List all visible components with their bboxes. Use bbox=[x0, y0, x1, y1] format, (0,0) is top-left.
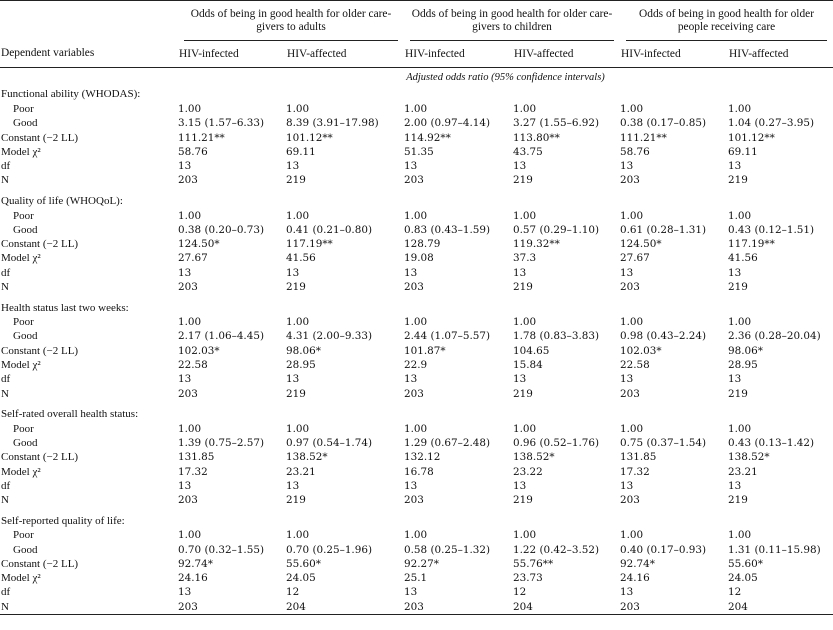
value-cell: 128.79 bbox=[404, 238, 441, 251]
row-label: Good bbox=[13, 117, 38, 130]
section-title-row bbox=[0, 194, 833, 209]
value-cell: 22.9 bbox=[404, 358, 428, 371]
value-cell: 98.06* bbox=[728, 344, 763, 357]
value-cell: 1.00 bbox=[286, 209, 310, 222]
value-cell: 203 bbox=[620, 174, 640, 187]
row-label: Good bbox=[13, 436, 38, 449]
value-cell: 1.00 bbox=[286, 422, 310, 435]
value-cell: 1.00 bbox=[728, 209, 752, 222]
row-label: df bbox=[1, 266, 11, 279]
value-cell: 55.60* bbox=[728, 557, 763, 570]
value-cell: 132.12 bbox=[404, 451, 441, 464]
row-label: Poor bbox=[13, 102, 34, 115]
value-cell: 24.16 bbox=[178, 572, 208, 585]
value-cell: 55.76** bbox=[513, 557, 554, 570]
value-cell: 25.1 bbox=[404, 572, 428, 585]
value-cell: 101.12** bbox=[286, 131, 333, 144]
value-cell: 12 bbox=[513, 586, 527, 599]
value-cell: 13 bbox=[620, 160, 634, 173]
row-label: Constant (−2 LL) bbox=[1, 238, 79, 251]
value-cell: 203 bbox=[620, 600, 728, 615]
value-cell: 138.52* bbox=[513, 451, 555, 464]
group-header-children bbox=[404, 1, 620, 42]
value-cell: 22.58 bbox=[178, 358, 208, 371]
value-cell: 204 bbox=[513, 600, 620, 615]
group-header-row bbox=[0, 1, 833, 42]
value-cell: 1.00 bbox=[513, 102, 537, 115]
value-cell: 13 bbox=[286, 479, 300, 492]
value-cell: 0.83 (0.43–1.59) bbox=[404, 223, 491, 236]
value-cell: 1.00 bbox=[178, 316, 202, 329]
value-cell: 0.57 (0.29–1.10) bbox=[513, 223, 600, 236]
value-cell: 13 bbox=[404, 160, 418, 173]
value-cell: 58.76 bbox=[178, 145, 208, 158]
value-cell: 219 bbox=[513, 494, 533, 507]
value-cell: 13 bbox=[513, 479, 527, 492]
value-cell: 13 bbox=[513, 266, 527, 279]
value-cell: 0.96 (0.52–1.76) bbox=[513, 436, 600, 449]
value-cell: 92.74* bbox=[178, 557, 213, 570]
value-cell: 92.74* bbox=[620, 557, 655, 570]
row-label: df bbox=[1, 160, 11, 173]
table-row bbox=[0, 493, 833, 507]
value-cell: 0.43 (0.13–1.42) bbox=[728, 436, 815, 449]
value-cell: 203 bbox=[404, 281, 424, 293]
value-cell: 13 bbox=[728, 479, 742, 492]
value-cell: 1.00 bbox=[404, 422, 428, 435]
row-label: N bbox=[1, 281, 9, 293]
value-cell: 19.08 bbox=[404, 252, 434, 265]
group-header-receiving-care-text: Odds of being in good health for older people receiving care bbox=[626, 8, 827, 41]
value-cell: 114.92** bbox=[404, 131, 451, 144]
value-cell: 0.97 (0.54–1.74) bbox=[286, 436, 373, 449]
aor-caption-row bbox=[0, 68, 833, 88]
table-row bbox=[0, 266, 833, 280]
value-cell: 13 bbox=[286, 266, 300, 279]
table-row bbox=[0, 315, 833, 329]
value-cell: 1.31 (0.11–15.98) bbox=[728, 543, 821, 556]
value-cell: 0.58 (0.25–1.32) bbox=[404, 543, 491, 556]
value-cell: 203 bbox=[178, 281, 198, 293]
value-cell: 131.85 bbox=[620, 451, 657, 464]
row-label: Model χ² bbox=[1, 252, 41, 265]
value-cell: 1.39 (0.75–2.57) bbox=[178, 436, 265, 449]
value-cell: 13 bbox=[404, 586, 418, 599]
section-title: Self-reported quality of life: bbox=[1, 514, 125, 527]
sub-header-cell: HIV-infected bbox=[178, 41, 286, 68]
row-label: Constant (−2 LL) bbox=[1, 451, 79, 464]
value-cell: 219 bbox=[286, 387, 306, 400]
table-row bbox=[0, 145, 833, 159]
value-cell: 1.00 bbox=[728, 102, 752, 115]
section-title-row bbox=[0, 300, 833, 315]
table-row bbox=[0, 450, 833, 464]
value-cell: 4.31 (2.00–9.33) bbox=[286, 330, 373, 343]
section-title: Quality of life (WHOQoL): bbox=[1, 194, 123, 207]
value-cell: 0.43 (0.12–1.51) bbox=[728, 223, 815, 236]
value-cell: 22.58 bbox=[620, 358, 650, 371]
value-cell: 1.00 bbox=[178, 209, 202, 222]
value-cell: 23.21 bbox=[728, 465, 758, 478]
value-cell: 1.00 bbox=[178, 102, 202, 115]
sub-header-cell: HIV-infected bbox=[404, 41, 513, 68]
table-row bbox=[0, 464, 833, 478]
value-cell: 1.00 bbox=[404, 529, 428, 542]
value-cell: 203 bbox=[620, 387, 640, 400]
table-row bbox=[0, 251, 833, 265]
value-cell: 219 bbox=[513, 387, 533, 400]
value-cell: 1.00 bbox=[513, 209, 537, 222]
value-cell: 219 bbox=[728, 281, 748, 293]
value-cell: 1.00 bbox=[620, 316, 644, 329]
table-row bbox=[0, 116, 833, 130]
table-row bbox=[0, 585, 833, 599]
table-row bbox=[0, 528, 833, 542]
value-cell: 17.32 bbox=[620, 465, 650, 478]
table-row bbox=[0, 329, 833, 343]
value-cell: 0.38 (0.17–0.85) bbox=[620, 117, 707, 130]
value-cell: 28.95 bbox=[286, 358, 316, 371]
value-cell: 0.75 (0.37–1.54) bbox=[620, 436, 707, 449]
value-cell: 27.67 bbox=[620, 252, 650, 265]
group-header-adults-text: Odds of being in good health for older care-givers to adults bbox=[184, 8, 398, 41]
value-cell: 1.00 bbox=[728, 422, 752, 435]
table-row bbox=[0, 223, 833, 237]
row-label: N bbox=[1, 494, 9, 507]
section-title: Health status last two weeks: bbox=[1, 301, 129, 314]
value-cell: 219 bbox=[728, 387, 748, 400]
value-cell: 219 bbox=[513, 281, 533, 293]
row-label: df bbox=[1, 373, 11, 386]
value-cell: 13 bbox=[178, 586, 192, 599]
value-cell: 1.00 bbox=[286, 316, 310, 329]
value-cell: 1.04 (0.27–3.95) bbox=[728, 117, 815, 130]
value-cell: 1.29 (0.67–2.48) bbox=[404, 436, 491, 449]
value-cell: 98.06* bbox=[286, 344, 321, 357]
row-label: Constant (−2 LL) bbox=[1, 131, 79, 144]
value-cell: 219 bbox=[286, 174, 306, 187]
value-cell: 13 bbox=[178, 160, 192, 173]
value-cell: 1.00 bbox=[286, 529, 310, 542]
row-label: Constant (−2 LL) bbox=[1, 557, 79, 570]
value-cell: 119.32** bbox=[513, 238, 560, 251]
value-cell: 2.36 (0.28–20.04) bbox=[728, 330, 821, 343]
value-cell: 0.70 (0.25–1.96) bbox=[286, 543, 373, 556]
table-row bbox=[0, 344, 833, 358]
value-cell: 1.00 bbox=[513, 422, 537, 435]
value-cell: 131.85 bbox=[178, 451, 215, 464]
row-label: Good bbox=[13, 330, 38, 343]
value-cell: 101.12** bbox=[728, 131, 775, 144]
value-cell: 15.84 bbox=[513, 358, 543, 371]
value-cell: 43.75 bbox=[513, 145, 543, 158]
value-cell: 13 bbox=[404, 373, 418, 386]
row-label: Poor bbox=[13, 316, 34, 329]
table-row bbox=[0, 600, 833, 615]
table-row bbox=[0, 159, 833, 173]
value-cell: 219 bbox=[728, 494, 748, 507]
table-row bbox=[0, 237, 833, 251]
value-cell: 13 bbox=[404, 479, 418, 492]
section-title: Self-rated overall health status: bbox=[1, 408, 139, 421]
value-cell: 12 bbox=[728, 586, 742, 599]
value-cell: 1.00 bbox=[620, 102, 644, 115]
value-cell: 203 bbox=[178, 494, 198, 507]
value-cell: 111.21** bbox=[620, 131, 667, 144]
sub-header-cell: HIV-infected bbox=[620, 41, 728, 68]
value-cell: 41.56 bbox=[286, 252, 316, 265]
section-title-row bbox=[0, 513, 833, 528]
table-row bbox=[0, 542, 833, 556]
value-cell: 37.3 bbox=[513, 252, 537, 265]
value-cell: 13 bbox=[728, 160, 742, 173]
value-cell: 13 bbox=[178, 266, 192, 279]
dependent-variables-header: Dependent variables bbox=[0, 1, 178, 68]
value-cell: 117.19** bbox=[286, 238, 333, 251]
value-cell: 204 bbox=[286, 600, 404, 615]
value-cell: 203 bbox=[178, 600, 286, 615]
value-cell: 101.87* bbox=[404, 344, 446, 357]
value-cell: 1.00 bbox=[286, 102, 310, 115]
value-cell: 1.00 bbox=[178, 529, 202, 542]
table-row bbox=[0, 436, 833, 450]
row-label: df bbox=[1, 586, 11, 599]
value-cell: 1.78 (0.83–3.83) bbox=[513, 330, 600, 343]
value-cell: 1.00 bbox=[404, 209, 428, 222]
value-cell: 1.00 bbox=[620, 529, 644, 542]
value-cell: 0.70 (0.32–1.55) bbox=[178, 543, 265, 556]
value-cell: 203 bbox=[404, 174, 424, 187]
value-cell: 111.21** bbox=[178, 131, 225, 144]
value-cell: 219 bbox=[286, 494, 306, 507]
value-cell: 1.00 bbox=[404, 102, 428, 115]
table-row bbox=[0, 358, 833, 372]
value-cell: 13 bbox=[404, 266, 418, 279]
value-cell: 0.40 (0.17–0.93) bbox=[620, 543, 707, 556]
row-label: Poor bbox=[13, 422, 34, 435]
value-cell: 13 bbox=[286, 160, 300, 173]
value-cell: 69.11 bbox=[728, 145, 758, 158]
value-cell: 219 bbox=[286, 281, 306, 293]
value-cell: 13 bbox=[513, 160, 527, 173]
value-cell: 203 bbox=[178, 174, 198, 187]
row-label: Model χ² bbox=[1, 572, 41, 585]
value-cell: 27.67 bbox=[178, 252, 208, 265]
value-cell: 2.17 (1.06–4.45) bbox=[178, 330, 265, 343]
value-cell: 203 bbox=[404, 387, 424, 400]
group-header-adults bbox=[178, 1, 404, 42]
value-cell: 0.38 (0.20–0.73) bbox=[178, 223, 265, 236]
row-label: Model χ² bbox=[1, 145, 41, 158]
value-cell: 124.50* bbox=[178, 238, 220, 251]
value-cell: 23.73 bbox=[513, 572, 543, 585]
table-row bbox=[0, 372, 833, 386]
table-row bbox=[0, 208, 833, 222]
row-label: N bbox=[1, 387, 9, 400]
table-row bbox=[0, 102, 833, 116]
section-title-row bbox=[0, 87, 833, 102]
value-cell: 1.00 bbox=[513, 316, 537, 329]
table-row bbox=[0, 571, 833, 585]
row-label: N bbox=[0, 600, 178, 615]
value-cell: 13 bbox=[728, 266, 742, 279]
value-cell: 102.03* bbox=[178, 344, 220, 357]
value-cell: 58.76 bbox=[620, 145, 650, 158]
value-cell: 204 bbox=[728, 600, 833, 615]
value-cell: 13 bbox=[728, 373, 742, 386]
value-cell: 2.44 (1.07–5.57) bbox=[404, 330, 491, 343]
row-label: Good bbox=[13, 223, 38, 236]
row-label: Poor bbox=[13, 209, 34, 222]
value-cell: 1.22 (0.42–3.52) bbox=[513, 543, 600, 556]
value-cell: 0.61 (0.28–1.31) bbox=[620, 223, 707, 236]
value-cell: 0.98 (0.43–2.24) bbox=[620, 330, 707, 343]
value-cell: 13 bbox=[620, 586, 634, 599]
value-cell: 28.95 bbox=[728, 358, 758, 371]
value-cell: 41.56 bbox=[728, 252, 758, 265]
value-cell: 51.35 bbox=[404, 145, 434, 158]
section-title-row bbox=[0, 407, 833, 422]
value-cell: 17.32 bbox=[178, 465, 208, 478]
value-cell: 1.00 bbox=[728, 316, 752, 329]
value-cell: 13 bbox=[620, 479, 634, 492]
table-row bbox=[0, 280, 833, 294]
value-cell: 203 bbox=[620, 494, 640, 507]
value-cell: 203 bbox=[404, 600, 513, 615]
aor-caption: Adjusted odds ratio (95% confidence intervals) bbox=[406, 72, 605, 83]
row-label: Model χ² bbox=[1, 465, 41, 478]
row-label: Model χ² bbox=[1, 358, 41, 371]
value-cell: 23.21 bbox=[286, 465, 316, 478]
value-cell: 13 bbox=[178, 479, 192, 492]
value-cell: 0.41 (0.21–0.80) bbox=[286, 223, 373, 236]
value-cell: 203 bbox=[620, 281, 640, 293]
sub-header-cell: HIV-affected bbox=[728, 41, 833, 68]
value-cell: 1.00 bbox=[620, 422, 644, 435]
row-label: Constant (−2 LL) bbox=[1, 344, 79, 357]
value-cell: 24.05 bbox=[286, 572, 316, 585]
value-cell: 113.80** bbox=[513, 131, 560, 144]
value-cell: 219 bbox=[513, 174, 533, 187]
row-label: Poor bbox=[13, 529, 34, 542]
value-cell: 1.00 bbox=[620, 209, 644, 222]
value-cell: 24.05 bbox=[728, 572, 758, 585]
value-cell: 138.52* bbox=[728, 451, 770, 464]
aor-caption-spacer bbox=[0, 68, 178, 88]
sub-header-cell: HIV-affected bbox=[513, 41, 620, 68]
value-cell: 138.52* bbox=[286, 451, 328, 464]
value-cell: 13 bbox=[178, 373, 192, 386]
table-row bbox=[0, 386, 833, 400]
table-row bbox=[0, 130, 833, 144]
value-cell: 117.19** bbox=[728, 238, 775, 251]
value-cell: 13 bbox=[620, 266, 634, 279]
table-row bbox=[0, 557, 833, 571]
table-row bbox=[0, 479, 833, 493]
value-cell: 1.00 bbox=[728, 529, 752, 542]
value-cell: 8.39 (3.91–17.98) bbox=[286, 117, 379, 130]
sub-header-cell: HIV-affected bbox=[286, 41, 404, 68]
value-cell: 3.15 (1.57–6.33) bbox=[178, 117, 265, 130]
value-cell: 102.03* bbox=[620, 344, 662, 357]
value-cell: 16.78 bbox=[404, 465, 434, 478]
group-header-receiving-care bbox=[620, 1, 833, 42]
value-cell: 1.00 bbox=[404, 316, 428, 329]
value-cell: 12 bbox=[286, 586, 300, 599]
value-cell: 203 bbox=[178, 387, 198, 400]
value-cell: 1.00 bbox=[513, 529, 537, 542]
value-cell: 69.11 bbox=[286, 145, 316, 158]
row-label: df bbox=[1, 479, 11, 492]
value-cell: 3.27 (1.55–6.92) bbox=[513, 117, 600, 130]
value-cell: 124.50* bbox=[620, 238, 662, 251]
table-row bbox=[0, 422, 833, 436]
value-cell: 104.65 bbox=[513, 344, 550, 357]
value-cell: 92.27* bbox=[404, 557, 439, 570]
value-cell: 55.60* bbox=[286, 557, 321, 570]
value-cell: 2.00 (0.97–4.14) bbox=[404, 117, 491, 130]
row-label: N bbox=[1, 174, 9, 187]
section-title: Functional ability (WHODAS): bbox=[1, 88, 141, 101]
value-cell: 203 bbox=[404, 494, 424, 507]
value-cell: 24.16 bbox=[620, 572, 650, 585]
value-cell: 219 bbox=[728, 174, 748, 187]
group-header-children-text: Odds of being in good health for older care-givers to children bbox=[410, 8, 614, 41]
value-cell: 13 bbox=[513, 373, 527, 386]
table-row bbox=[0, 173, 833, 187]
row-label: Good bbox=[13, 543, 38, 556]
value-cell: 13 bbox=[620, 373, 634, 386]
value-cell: 13 bbox=[286, 373, 300, 386]
value-cell: 1.00 bbox=[178, 422, 202, 435]
value-cell: 23.22 bbox=[513, 465, 543, 478]
